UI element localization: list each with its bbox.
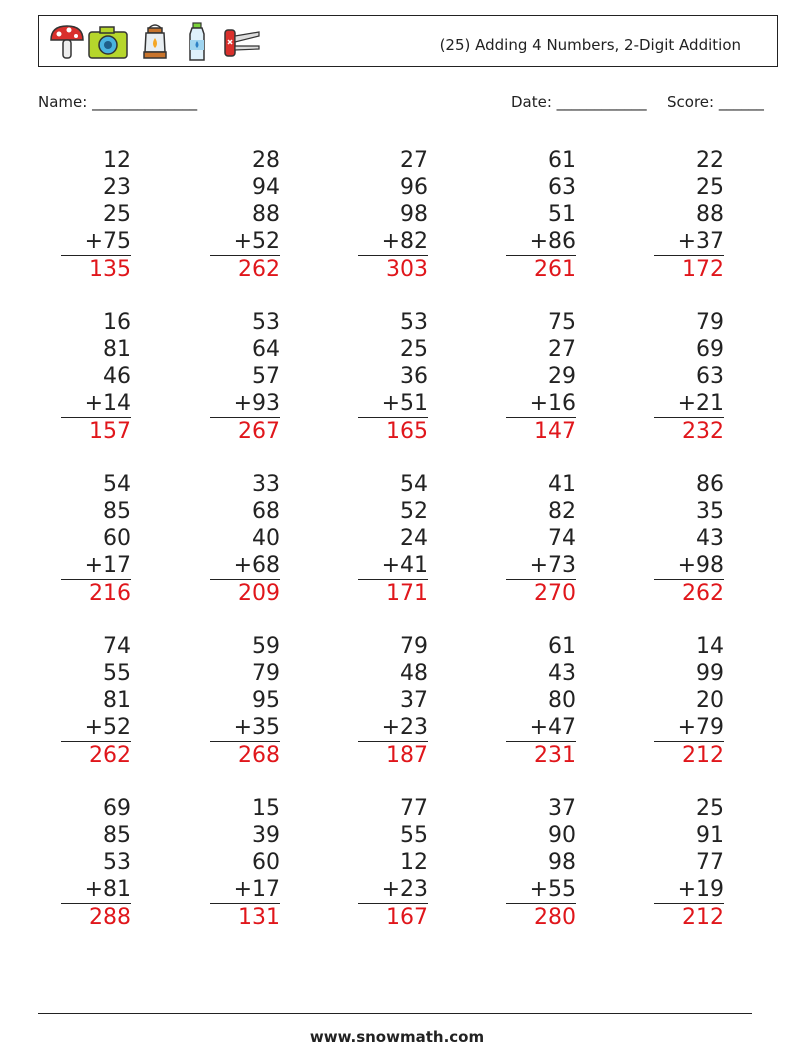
addend: 12 [103,148,131,173]
addend: +79 [654,714,724,742]
footer-divider [38,1013,752,1014]
answer: 288 [89,905,131,930]
addend: +14 [61,390,131,418]
addend: 55 [103,661,131,686]
addend: 77 [400,796,428,821]
problem-r3-c5 [654,471,724,607]
addend: 88 [252,202,280,227]
addend: 69 [696,337,724,362]
pocket-knife-icon [219,20,263,64]
addend: 68 [252,499,280,524]
addend: 85 [103,823,131,848]
addend: 36 [400,364,428,389]
camera-icon [86,20,130,64]
addend: 24 [400,526,428,551]
addend: 59 [252,634,280,659]
answer: 303 [386,257,428,282]
problem-r5-c5 [654,795,724,931]
addend: +73 [506,552,576,580]
addend: 85 [103,499,131,524]
addend: 37 [548,796,576,821]
addend: 16 [103,310,131,335]
addend: +47 [506,714,576,742]
problem-r3-c4 [506,471,576,607]
addend: +81 [61,876,131,904]
answer: 165 [386,419,428,444]
addend: 81 [103,688,131,713]
addend: 54 [400,472,428,497]
problem-r2-c2 [210,309,280,445]
answer: 187 [386,743,428,768]
addend: 51 [548,202,576,227]
addend: 43 [696,526,724,551]
answer: 171 [386,581,428,606]
problem-r1-c4 [506,147,576,283]
problem-r4-c3 [358,633,428,769]
problem-r4-c1 [61,633,131,769]
answer: 262 [89,743,131,768]
addend: +23 [358,876,428,904]
water-bottle-icon [175,20,219,64]
addend: 63 [696,364,724,389]
addend: 22 [696,148,724,173]
addend: 40 [252,526,280,551]
addend: 61 [548,148,576,173]
problem-r3-c3 [358,471,428,607]
addend: +37 [654,228,724,256]
addend: 74 [103,634,131,659]
addend: +16 [506,390,576,418]
addend: 25 [103,202,131,227]
problem-r2-c4 [506,309,576,445]
addend: 60 [103,526,131,551]
answer: 147 [534,419,576,444]
addend: +86 [506,228,576,256]
header-box [38,15,778,67]
addend: 99 [696,661,724,686]
addend: 98 [548,850,576,875]
addend: +82 [358,228,428,256]
addend: 61 [548,634,576,659]
lantern-icon [133,20,177,64]
answer: 212 [682,743,724,768]
answer: 131 [238,905,280,930]
problem-r5-c1 [61,795,131,931]
problem-r1-c5 [654,147,724,283]
addend: +55 [506,876,576,904]
problem-r4-c5 [654,633,724,769]
addend: 86 [696,472,724,497]
addend: 54 [103,472,131,497]
addend: 53 [400,310,428,335]
addend: 33 [252,472,280,497]
addend: 91 [696,823,724,848]
addend: 25 [696,796,724,821]
addend: 90 [548,823,576,848]
addend: 79 [400,634,428,659]
addend: 52 [400,499,428,524]
problem-r1-c2 [210,147,280,283]
addend: +23 [358,714,428,742]
addend: 88 [696,202,724,227]
addend: +51 [358,390,428,418]
addend: +52 [210,228,280,256]
addend: 35 [696,499,724,524]
addend: 28 [252,148,280,173]
answer: 157 [89,419,131,444]
addend: 80 [548,688,576,713]
footer-site: www.snowmath.com [309,1028,485,1046]
addend: 60 [252,850,280,875]
addend: 82 [548,499,576,524]
answer: 267 [238,419,280,444]
mushroom-icon [45,20,89,64]
answer: 167 [386,905,428,930]
problem-r3-c2 [210,471,280,607]
addend: 23 [103,175,131,200]
addend: +35 [210,714,280,742]
page-title: (25) Adding 4 Numbers, 2-Digit Addition [439,36,741,54]
addend: +75 [61,228,131,256]
addend: +17 [210,876,280,904]
problem-r2-c1 [61,309,131,445]
answer: 231 [534,743,576,768]
date-field: Date: ____________ [511,93,647,111]
addend: 98 [400,202,428,227]
addend: 63 [548,175,576,200]
answer: 262 [682,581,724,606]
problem-r5-c2 [210,795,280,931]
addend: 53 [103,850,131,875]
answer: 261 [534,257,576,282]
addend: 96 [400,175,428,200]
addend: 64 [252,337,280,362]
addend: 29 [548,364,576,389]
problem-r4-c2 [210,633,280,769]
addend: 37 [400,688,428,713]
answer: 270 [534,581,576,606]
addend: 95 [252,688,280,713]
answer: 212 [682,905,724,930]
addend: 53 [252,310,280,335]
addend: 12 [400,850,428,875]
answer: 268 [238,743,280,768]
addend: +17 [61,552,131,580]
addend: 46 [103,364,131,389]
addend: +98 [654,552,724,580]
addend: +19 [654,876,724,904]
addend: 55 [400,823,428,848]
addend: 75 [548,310,576,335]
answer: 172 [682,257,724,282]
answer: 216 [89,581,131,606]
addend: 48 [400,661,428,686]
addend: 57 [252,364,280,389]
problem-r5-c3 [358,795,428,931]
addend: +41 [358,552,428,580]
addend: 81 [103,337,131,362]
addend: 27 [400,148,428,173]
addend: 41 [548,472,576,497]
addend: +52 [61,714,131,742]
addend: 25 [400,337,428,362]
problem-r4-c4 [506,633,576,769]
addend: 79 [696,310,724,335]
addend: 94 [252,175,280,200]
answer: 232 [682,419,724,444]
score-field: Score: ______ [667,93,764,111]
addend: +21 [654,390,724,418]
problem-r2-c5 [654,309,724,445]
addend: 15 [252,796,280,821]
problem-r3-c1 [61,471,131,607]
addend: +68 [210,552,280,580]
addend: 74 [548,526,576,551]
addend: 27 [548,337,576,362]
addend: 39 [252,823,280,848]
answer: 280 [534,905,576,930]
name-field: Name: ______________ [38,93,198,111]
answer: 135 [89,257,131,282]
addend: 79 [252,661,280,686]
problem-r5-c4 [506,795,576,931]
addend: 20 [696,688,724,713]
addend: 43 [548,661,576,686]
problem-r1-c1 [61,147,131,283]
answer: 262 [238,257,280,282]
addend: +93 [210,390,280,418]
addend: 25 [696,175,724,200]
problem-r1-c3 [358,147,428,283]
problem-r2-c3 [358,309,428,445]
answer: 209 [238,581,280,606]
addend: 69 [103,796,131,821]
addend: 77 [696,850,724,875]
addend: 14 [696,634,724,659]
